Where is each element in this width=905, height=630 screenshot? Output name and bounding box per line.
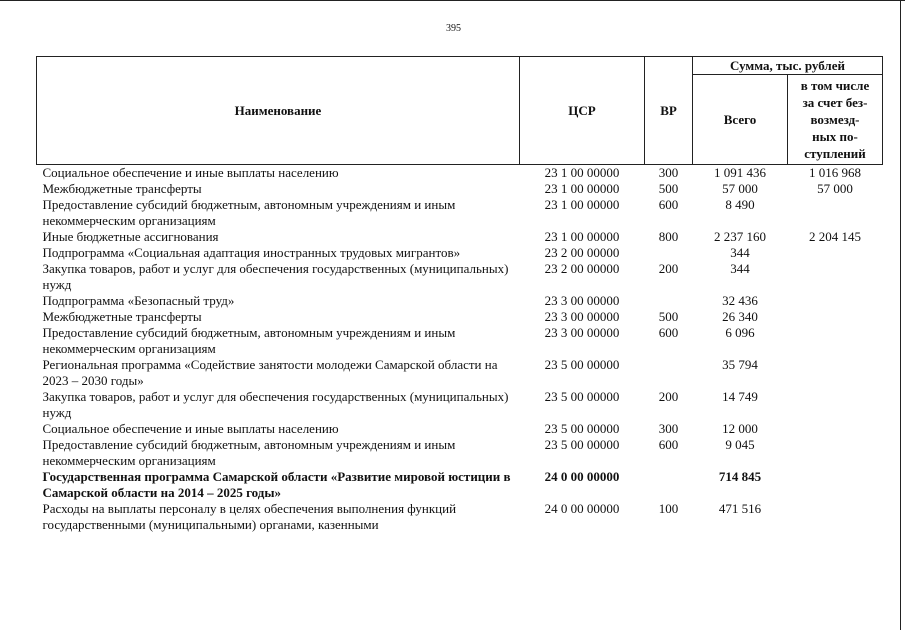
table-row: [37, 501, 883, 533]
row-name: Подпрограмма «Социальная адаптация иностранных трудовых мигрантов»: [42, 245, 461, 260]
row-csr: 23 5 00 00000: [544, 421, 620, 436]
row-vr: [645, 469, 693, 501]
table-row: [37, 165, 883, 182]
row-name: Государственная программа Самарской области «Развитие мировой юстиции в Самарской области на 2014 – 2025 годы»: [42, 469, 511, 500]
row-csr: 23 3 00 00000: [544, 325, 620, 340]
row-free-receipts: [788, 421, 883, 437]
row-name: Социальное обеспечение и иные выплаты населению: [42, 165, 339, 180]
row-name: Предоставление субсидий бюджетным, автономным учреждениям и иным некоммерческим организациям: [42, 437, 456, 468]
row-vr: 600: [658, 437, 679, 452]
header-free-line: возмезд-: [810, 112, 860, 127]
row-csr: 23 5 00 00000: [544, 437, 620, 452]
row-free-receipts: [788, 469, 883, 501]
table-row: [37, 261, 883, 293]
row-total: 57 000: [722, 181, 758, 196]
row-total: 14 749: [722, 389, 758, 404]
row-free-receipts: [788, 325, 883, 357]
header-free-line: в том числе: [800, 78, 870, 93]
row-csr: 23 2 00 00000: [544, 245, 620, 260]
row-vr: 600: [658, 325, 679, 340]
row-name: Социальное обеспечение и иные выплаты населению: [42, 421, 339, 436]
row-name: Межбюджетные трансферты: [42, 309, 202, 324]
table-row: [37, 389, 883, 421]
row-csr: 23 1 00 00000: [544, 229, 620, 244]
row-total: 12 000: [722, 421, 758, 436]
row-free-receipts: 2 204 145: [809, 229, 861, 244]
row-vr: 800: [658, 229, 679, 244]
row-vr: 200: [658, 389, 679, 404]
header-name: Наименование: [37, 57, 520, 165]
row-total: 32 436: [722, 293, 758, 308]
row-free-receipts: [788, 293, 883, 309]
table-row: [37, 293, 883, 309]
row-name: Предоставление субсидий бюджетным, автономным учреждениям и иным некоммерческим организациям: [42, 325, 456, 356]
header-vr: ВР: [645, 57, 693, 165]
row-total: 35 794: [722, 357, 758, 372]
page-number: 395: [446, 23, 461, 34]
table-row: [37, 181, 883, 197]
page-right-border: [900, 0, 901, 630]
row-csr: 23 1 00 00000: [544, 165, 620, 180]
header-free-line: за счет без-: [802, 95, 868, 110]
row-vr: 300: [658, 421, 679, 436]
row-csr: 23 2 00 00000: [544, 261, 620, 276]
row-csr: 23 1 00 00000: [544, 197, 620, 212]
row-vr: [645, 245, 693, 261]
row-free-receipts: [788, 261, 883, 293]
row-csr: 24 0 00 00000: [544, 501, 620, 516]
row-name: Закупка товаров, работ и услуг для обеспечения государственных (муниципальных) нужд: [42, 261, 509, 292]
row-total: 714 845: [718, 469, 762, 484]
row-free-receipts: [788, 357, 883, 389]
header-free-line: ступлений: [804, 146, 866, 161]
row-free-receipts: [788, 437, 883, 469]
table-body: [37, 165, 883, 534]
header-csr: ЦСР: [520, 57, 645, 165]
table-row: [37, 229, 883, 245]
row-vr: [645, 357, 693, 389]
table-row: [37, 325, 883, 357]
row-name: Иные бюджетные ассигнования: [42, 229, 219, 244]
row-free-receipts: 1 016 968: [809, 165, 861, 180]
header-sum-group: Сумма, тыс. рублей: [693, 57, 883, 75]
row-free-receipts: [788, 245, 883, 261]
table-row: [37, 357, 883, 389]
table-row: [37, 421, 883, 437]
table-row: [37, 245, 883, 261]
row-csr: 23 1 00 00000: [544, 181, 620, 196]
row-free-receipts: 57 000: [817, 181, 853, 196]
row-total: 8 490: [725, 197, 755, 212]
row-free-receipts: [788, 389, 883, 421]
row-name: Региональная программа «Содействие занятости молодежи Самарской области на 2023 – 2030 годы»: [42, 357, 498, 388]
row-vr: 100: [658, 501, 679, 516]
header-free-line: ных по-: [812, 129, 858, 144]
row-name: Подпрограмма «Безопасный труд»: [42, 293, 235, 308]
row-csr: 23 3 00 00000: [544, 309, 620, 324]
row-total: 26 340: [722, 309, 758, 324]
row-name: Расходы на выплаты персоналу в целях обеспечения выполнения функций государственными (муниципальными) органами, казенными: [42, 501, 457, 532]
row-name: Закупка товаров, работ и услуг для обеспечения государственных (муниципальных) нужд: [42, 389, 509, 420]
row-csr: 24 0 00 00000: [544, 469, 620, 484]
table-row: [37, 197, 883, 229]
row-total: 6 096: [725, 325, 755, 340]
table-row: [37, 469, 883, 501]
row-vr: 600: [658, 197, 679, 212]
row-vr: 300: [658, 165, 679, 180]
page-top-border: [0, 0, 905, 1]
row-total: 2 237 160: [714, 229, 766, 244]
row-free-receipts: [788, 197, 883, 229]
row-vr: [645, 293, 693, 309]
row-csr: 23 5 00 00000: [544, 357, 620, 372]
row-vr: 500: [658, 309, 679, 324]
row-total: 471 516: [718, 501, 762, 516]
row-total: 9 045: [725, 437, 755, 452]
row-total: 1 091 436: [714, 165, 766, 180]
row-free-receipts: [788, 501, 883, 533]
row-total: 344: [730, 245, 750, 260]
table-row: [37, 309, 883, 325]
budget-table: [36, 56, 883, 533]
row-name: Предоставление субсидий бюджетным, автономным учреждениям и иным некоммерческим организациям: [42, 197, 456, 228]
row-total: 344: [730, 261, 750, 276]
row-name: Межбюджетные трансферты: [42, 181, 202, 196]
row-free-receipts: [788, 309, 883, 325]
header-free-receipts: [788, 75, 883, 165]
row-csr: 23 5 00 00000: [544, 389, 620, 404]
header-total: Всего: [693, 75, 788, 165]
row-csr: 23 3 00 00000: [544, 293, 620, 308]
row-vr: 500: [658, 181, 679, 196]
row-vr: 200: [658, 261, 679, 276]
table-header: [37, 57, 883, 165]
table-row: [37, 437, 883, 469]
